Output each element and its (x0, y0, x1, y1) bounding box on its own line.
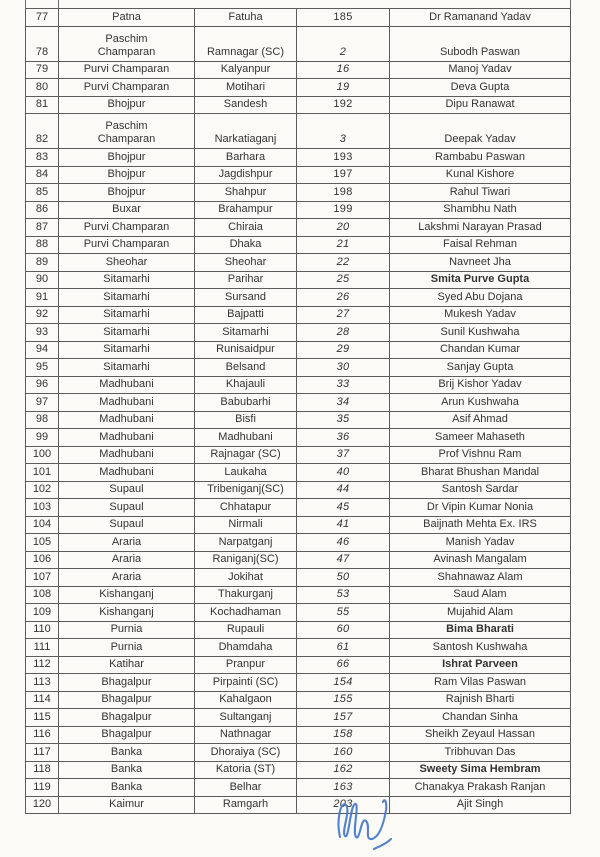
candidate-cell: Manish Yadav (390, 534, 571, 552)
serial-cell: 107 (26, 569, 59, 587)
serial-cell: 117 (26, 744, 59, 762)
constituency-no-cell: 22 (297, 254, 390, 272)
constituency-no-cell: 155 (297, 691, 390, 709)
district-cell: Araria (59, 551, 195, 569)
district-cell: Bhojpur (59, 96, 195, 114)
table-row-113 (26, 674, 571, 692)
district-cell: Purnia (59, 621, 195, 639)
constituency-cell: Parihar (195, 271, 297, 289)
district-cell: Bhagalpur (59, 674, 195, 692)
district-cell: Buxar (59, 201, 195, 219)
district-cell: Kishanganj (59, 604, 195, 622)
serial-cell: 78 (26, 26, 59, 61)
constituency-no-cell: 47 (297, 551, 390, 569)
constituency-no-cell: 46 (297, 534, 390, 552)
constituency-cell: Kalyanpur (195, 61, 297, 79)
serial-cell: 90 (26, 271, 59, 289)
table-row-90 (26, 271, 571, 289)
candidate-cell: Sweety Sima Hembram (390, 761, 571, 779)
constituency-no-cell: 197 (297, 166, 390, 184)
table-row-87 (26, 219, 571, 237)
serial-cell: 83 (26, 149, 59, 167)
district-cell: Sheohar (59, 254, 195, 272)
constituency-no-cell: 27 (297, 306, 390, 324)
constituency-cell: Katoria (ST) (195, 761, 297, 779)
table-row-102 (26, 481, 571, 499)
serial-cell: 80 (26, 79, 59, 97)
district-cell: Bhojpur (59, 184, 195, 202)
candidate-cell: Rambabu Paswan (390, 149, 571, 167)
table-row-108 (26, 586, 571, 604)
constituency-cell: Thakurganj (195, 586, 297, 604)
district-cell: Banka (59, 779, 195, 797)
candidate-cell: Rajnish Bharti (390, 691, 571, 709)
table-row-94 (26, 341, 571, 359)
district-cell: Banka (59, 761, 195, 779)
district-cell: Purvi Champaran (59, 219, 195, 237)
candidate-cell: Chandan Sinha (390, 709, 571, 727)
table-row-82 (26, 114, 571, 149)
serial-cell: 85 (26, 184, 59, 202)
candidate-cell: Kunal Kishore (390, 166, 571, 184)
district-cell: Madhubani (59, 446, 195, 464)
candidate-cell: Ram Vilas Paswan (390, 674, 571, 692)
district-cell: Bhagalpur (59, 709, 195, 727)
constituency-cell: Jagdishpur (195, 166, 297, 184)
district-cell: Sitamarhi (59, 306, 195, 324)
constituency-no-cell: 30 (297, 359, 390, 377)
serial-cell: 102 (26, 481, 59, 499)
table-row-111 (26, 639, 571, 657)
candidate-cell: Mukesh Yadav (390, 306, 571, 324)
candidate-cell: Avinash Mangalam (390, 551, 571, 569)
district-cell: Sitamarhi (59, 289, 195, 307)
constituency-no-cell: 34 (297, 394, 390, 412)
table-row-79 (26, 61, 571, 79)
constituency-cell: Rupauli (195, 621, 297, 639)
constituency-cell: Ramnagar (SC) (195, 26, 297, 61)
candidate-cell: Santosh Sardar (390, 481, 571, 499)
district-cell: Supaul (59, 499, 195, 517)
candidate-cell: Sunil Kushwaha (390, 324, 571, 342)
table-row-86 (26, 201, 571, 219)
constituency-no-cell: 25 (297, 271, 390, 289)
candidate-cell: Dr Vipin Kumar Nonia (390, 499, 571, 517)
constituency-no-cell: 198 (297, 184, 390, 202)
serial-cell: 86 (26, 201, 59, 219)
candidate-cell: Shambhu Nath (390, 201, 571, 219)
candidate-cell: Shahnawaz Alam (390, 569, 571, 587)
constituency-no-cell: 19 (297, 79, 390, 97)
candidate-cell: Deva Gupta (390, 79, 571, 97)
constituency-cell: Kahalgaon (195, 691, 297, 709)
candidate-cell: Sheikh Zeyaul Hassan (390, 726, 571, 744)
constituency-cell: Bajpatti (195, 306, 297, 324)
district-cell: Kishanganj (59, 586, 195, 604)
serial-cell: 98 (26, 411, 59, 429)
table-row-81 (26, 96, 571, 114)
serial-cell: 82 (26, 114, 59, 149)
serial-cell: 94 (26, 341, 59, 359)
constituency-no-cell: 20 (297, 219, 390, 237)
constituency-cell: Sursand (195, 289, 297, 307)
candidate-cell: Smita Purve Gupta (390, 271, 571, 289)
serial-cell: 118 (26, 761, 59, 779)
constituency-cell: Nirmali (195, 516, 297, 534)
constituency-cell: Dhamdaha (195, 639, 297, 657)
constituency-no-cell: 158 (297, 726, 390, 744)
table-row-103 (26, 499, 571, 517)
constituency-cell: Babubarhi (195, 394, 297, 412)
constituency-no-cell: 66 (297, 656, 390, 674)
serial-cell: 111 (26, 639, 59, 657)
table-row-109 (26, 604, 571, 622)
serial-cell: 93 (26, 324, 59, 342)
district-cell: Paschim Champaran (59, 114, 195, 149)
serial-cell: 91 (26, 289, 59, 307)
candidate-cell: Syed Abu Dojana (390, 289, 571, 307)
serial-cell: 95 (26, 359, 59, 377)
constituency-no-cell: 162 (297, 761, 390, 779)
table-row-100 (26, 446, 571, 464)
candidate-cell: Dr Ramanand Yadav (390, 9, 571, 27)
constituency-no-cell: 160 (297, 744, 390, 762)
table-row-83 (26, 149, 571, 167)
constituency-cell: Chhatapur (195, 499, 297, 517)
serial-cell: 101 (26, 464, 59, 482)
constituency-no-cell: 35 (297, 411, 390, 429)
serial-cell: 108 (26, 586, 59, 604)
serial-cell: 112 (26, 656, 59, 674)
constituency-no-cell: 44 (297, 481, 390, 499)
candidate-cell: Baijnath Mehta Ex. IRS (390, 516, 571, 534)
constituency-cell: Chiraia (195, 219, 297, 237)
serial-cell: 115 (26, 709, 59, 727)
table-row-105 (26, 534, 571, 552)
candidate-cell: Ajit Singh (390, 796, 571, 814)
table-row-117 (26, 744, 571, 762)
district-cell: Sitamarhi (59, 359, 195, 377)
constituency-cell: Runisaidpur (195, 341, 297, 359)
serial-cell: 84 (26, 166, 59, 184)
district-cell: Madhubani (59, 429, 195, 447)
candidate-cell: Saud Alam (390, 586, 571, 604)
serial-cell: 96 (26, 376, 59, 394)
table-row-118 (26, 761, 571, 779)
table-row-93 (26, 324, 571, 342)
constituency-no-cell: 192 (297, 96, 390, 114)
candidate-cell: Dipu Ranawat (390, 96, 571, 114)
serial-cell: 92 (26, 306, 59, 324)
district-cell: Paschim Champaran (59, 26, 195, 61)
district-cell: Supaul (59, 516, 195, 534)
constituency-no-cell: 55 (297, 604, 390, 622)
constituency-no-cell: 61 (297, 639, 390, 657)
table-row-112 (26, 656, 571, 674)
table-row-106 (26, 551, 571, 569)
constituency-no-cell: 50 (297, 569, 390, 587)
candidate-cell: Chanakya Prakash Ranjan (390, 779, 571, 797)
district-cell: Purnia (59, 639, 195, 657)
candidate-table-body (26, 9, 571, 814)
candidate-cell: Bharat Bhushan Mandal (390, 464, 571, 482)
table-row-101 (26, 464, 571, 482)
serial-cell: 81 (26, 96, 59, 114)
serial-cell: 113 (26, 674, 59, 692)
district-cell: Bhojpur (59, 166, 195, 184)
serial-cell: 79 (26, 61, 59, 79)
serial-cell: 89 (26, 254, 59, 272)
serial-cell: 105 (26, 534, 59, 552)
constituency-no-cell: 28 (297, 324, 390, 342)
district-cell: Bhojpur (59, 149, 195, 167)
candidate-cell: Mujahid Alam (390, 604, 571, 622)
constituency-cell: Rajnagar (SC) (195, 446, 297, 464)
table-row-110 (26, 621, 571, 639)
constituency-no-cell: 45 (297, 499, 390, 517)
candidate-cell: Bima Bharati (390, 621, 571, 639)
constituency-cell: Dhoraiya (SC) (195, 744, 297, 762)
district-cell: Patna (59, 9, 195, 27)
constituency-no-cell: 154 (297, 674, 390, 692)
candidate-cell: Tribhuvan Das (390, 744, 571, 762)
serial-cell: 87 (26, 219, 59, 237)
constituency-cell: Belhar (195, 779, 297, 797)
district-cell: Sitamarhi (59, 271, 195, 289)
constituency-cell: Fatuha (195, 9, 297, 27)
district-cell: Banka (59, 744, 195, 762)
candidate-cell: Prof Vishnu Ram (390, 446, 571, 464)
candidate-cell: Deepak Yadav (390, 114, 571, 149)
candidate-cell: Rahul Tiwari (390, 184, 571, 202)
constituency-cell: Laukaha (195, 464, 297, 482)
table-row-88 (26, 236, 571, 254)
district-cell: Bhagalpur (59, 726, 195, 744)
table-row-120 (26, 796, 571, 814)
serial-cell: 77 (26, 9, 59, 27)
constituency-no-cell: 3 (297, 114, 390, 149)
serial-cell: 104 (26, 516, 59, 534)
table-row-84 (26, 166, 571, 184)
constituency-no-cell: 26 (297, 289, 390, 307)
signature-scribble (328, 790, 402, 854)
constituency-no-cell: 2 (297, 26, 390, 61)
table-row-104 (26, 516, 571, 534)
table-row-85 (26, 184, 571, 202)
serial-cell: 99 (26, 429, 59, 447)
table-row-91 (26, 289, 571, 307)
candidate-cell: Chandan Kumar (390, 341, 571, 359)
district-cell: Purvi Champaran (59, 61, 195, 79)
constituency-no-cell: 29 (297, 341, 390, 359)
candidate-cell: Ishrat Parveen (390, 656, 571, 674)
serial-cell: 106 (26, 551, 59, 569)
constituency-cell: Motihari (195, 79, 297, 97)
serial-cell: 119 (26, 779, 59, 797)
constituency-no-cell: 60 (297, 621, 390, 639)
district-cell: Madhubani (59, 464, 195, 482)
serial-cell: 110 (26, 621, 59, 639)
candidate-cell: Arun Kushwaha (390, 394, 571, 412)
table-row-78 (26, 26, 571, 61)
constituency-no-cell: 193 (297, 149, 390, 167)
constituency-cell: Kochadhaman (195, 604, 297, 622)
constituency-no-cell: 33 (297, 376, 390, 394)
constituency-no-cell: 16 (297, 61, 390, 79)
district-cell: Araria (59, 534, 195, 552)
constituency-cell: Barhara (195, 149, 297, 167)
candidate-cell: Lakshmi Narayan Prasad (390, 219, 571, 237)
table-row-98 (26, 411, 571, 429)
table-row-96 (26, 376, 571, 394)
serial-cell: 109 (26, 604, 59, 622)
constituency-cell: Belsand (195, 359, 297, 377)
candidate-cell: Santosh Kushwaha (390, 639, 571, 657)
district-cell: Supaul (59, 481, 195, 499)
constituency-no-cell: 37 (297, 446, 390, 464)
candidate-cell: Sameer Mahaseth (390, 429, 571, 447)
constituency-no-cell: 36 (297, 429, 390, 447)
table-row-119 (26, 779, 571, 797)
candidate-cell: Sanjay Gupta (390, 359, 571, 377)
candidate-cell: Brij Kishor Yadav (390, 376, 571, 394)
constituency-no-cell: 199 (297, 201, 390, 219)
constituency-cell: Jokihat (195, 569, 297, 587)
candidate-cell: Navneet Jha (390, 254, 571, 272)
candidate-cell: Subodh Paswan (390, 26, 571, 61)
table-row-77 (26, 9, 571, 27)
constituency-no-cell: 163 (297, 779, 390, 797)
constituency-cell: Sheohar (195, 254, 297, 272)
constituency-cell: Narpatganj (195, 534, 297, 552)
constituency-no-cell: 203 (297, 796, 390, 814)
serial-cell: 97 (26, 394, 59, 412)
serial-cell: 114 (26, 691, 59, 709)
constituency-cell: Madhubani (195, 429, 297, 447)
constituency-cell: Nathnagar (195, 726, 297, 744)
table-row-97 (26, 394, 571, 412)
candidate-table (25, 8, 571, 814)
constituency-cell: Khajauli (195, 376, 297, 394)
constituency-no-cell: 41 (297, 516, 390, 534)
serial-cell: 116 (26, 726, 59, 744)
constituency-no-cell: 157 (297, 709, 390, 727)
district-cell: Purvi Champaran (59, 79, 195, 97)
table-row-107 (26, 569, 571, 587)
district-cell: Madhubani (59, 411, 195, 429)
district-cell: Bhagalpur (59, 691, 195, 709)
constituency-no-cell: 21 (297, 236, 390, 254)
constituency-cell: Ramgarh (195, 796, 297, 814)
constituency-cell: Pirpainti (SC) (195, 674, 297, 692)
district-cell: Katihar (59, 656, 195, 674)
district-cell: Kaimur (59, 796, 195, 814)
table-row-115 (26, 709, 571, 727)
table-row-116 (26, 726, 571, 744)
district-cell: Purvi Champaran (59, 236, 195, 254)
constituency-cell: Sultanganj (195, 709, 297, 727)
candidate-cell: Faisal Rehman (390, 236, 571, 254)
constituency-cell: Shahpur (195, 184, 297, 202)
serial-cell: 120 (26, 796, 59, 814)
constituency-cell: Bisfi (195, 411, 297, 429)
district-cell: Araria (59, 569, 195, 587)
district-cell: Madhubani (59, 376, 195, 394)
district-cell: Madhubani (59, 394, 195, 412)
constituency-no-cell: 40 (297, 464, 390, 482)
constituency-cell: Raniganj(SC) (195, 551, 297, 569)
constituency-cell: Brahampur (195, 201, 297, 219)
constituency-cell: Narkatiaganj (195, 114, 297, 149)
table-row-114 (26, 691, 571, 709)
table-row-80 (26, 79, 571, 97)
constituency-cell: Dhaka (195, 236, 297, 254)
constituency-cell: Tribeniganj(SC) (195, 481, 297, 499)
constituency-no-cell: 185 (297, 9, 390, 27)
table-row-99 (26, 429, 571, 447)
constituency-no-cell: 53 (297, 586, 390, 604)
serial-cell: 100 (26, 446, 59, 464)
table-row-89 (26, 254, 571, 272)
table-row-95 (26, 359, 571, 377)
constituency-cell: Sandesh (195, 96, 297, 114)
table-row-92 (26, 306, 571, 324)
serial-cell: 88 (26, 236, 59, 254)
district-cell: Sitamarhi (59, 324, 195, 342)
constituency-cell: Pranpur (195, 656, 297, 674)
district-cell: Sitamarhi (59, 341, 195, 359)
candidate-cell: Asif Ahmad (390, 411, 571, 429)
constituency-cell: Sitamarhi (195, 324, 297, 342)
serial-cell: 103 (26, 499, 59, 517)
candidate-cell: Manoj Yadav (390, 61, 571, 79)
